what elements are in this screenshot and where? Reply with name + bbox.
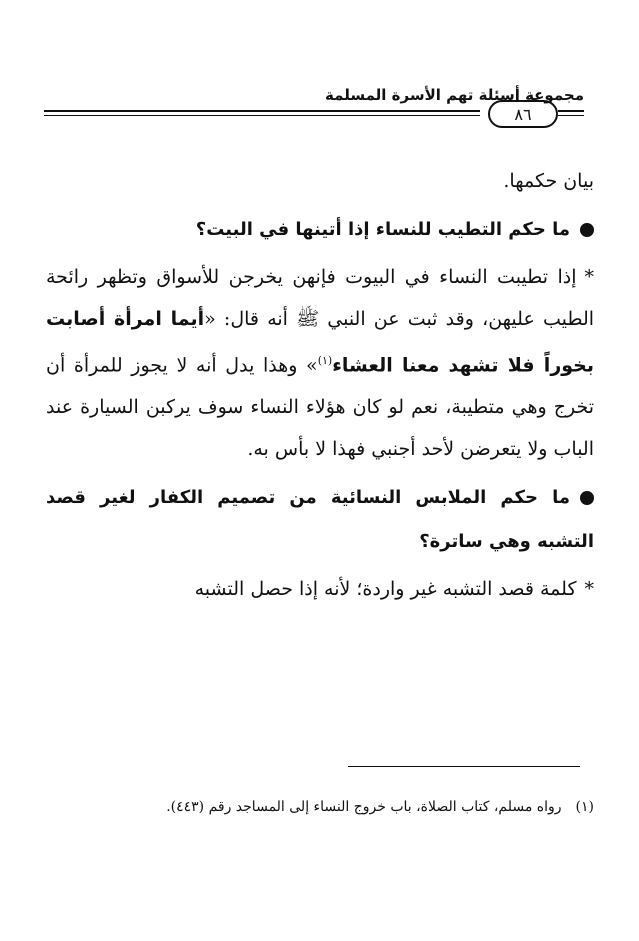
header-rule-thick (44, 110, 480, 112)
answer-1 (46, 256, 594, 470)
bullet-icon (580, 223, 594, 237)
asterisk-icon: * (584, 578, 594, 601)
footnote (46, 792, 594, 822)
question-2-text: ما حكم الملابس النسائية من تصميم الكفار لغير قصد التشبه وهي ساترة؟ (46, 487, 594, 553)
footnote-text: رواه مسلم، كتاب الصلاة، باب خروج النساء إلى المساجد رقم (٤٤٣). (166, 799, 562, 815)
footnote-separator (348, 766, 580, 767)
intro-text: بيان حكمها. (503, 170, 594, 192)
footnote-number: (١) (575, 799, 594, 815)
question-2 (46, 476, 594, 564)
answer-2-text: كلمة قصد التشبه غير واردة؛ لأنه إذا حصل التشبه (194, 578, 577, 601)
page-number: ٨٦ (488, 100, 558, 128)
header-rule-thin (44, 115, 480, 116)
header-rule-right-thin (558, 115, 584, 116)
question-1-text: ما حكم التطيب للنساء إذا أتينها في البيت؟ (195, 219, 570, 240)
hadith-quote: أيما امرأة أصابت بخوراً فلا تشهد معنا العشاء (46, 308, 594, 377)
answer-2 (46, 568, 594, 610)
asterisk-icon: * (584, 266, 594, 288)
question-1 (46, 208, 594, 252)
footnote-reference[interactable]: (١) (317, 354, 333, 367)
answer-1-text-start: إذا تطيبت النساء في البيوت فإنهن يخرجن للأسواق وتظهر رائحة الطيب عليهن، وقد ثبت عن النبي ﷺ أنه قال: « (46, 266, 595, 330)
answer-1-text-end: » وهذا يدل أنه لا يجوز للمرأة أن تخرج وهي متطيبة، نعم لو كان هؤلاء النساء سوف يركبن السيارة عند الباب ولا يتعرضن لأحد أجنبي فهذا لا بأس به. (46, 354, 594, 461)
header-rule-right-thick (558, 110, 584, 112)
book-title: مجموعة أسئلة تهم الأسرة المسلمة (325, 86, 584, 104)
bullet-icon (580, 491, 594, 505)
page-header (44, 82, 584, 132)
paragraph-intro (46, 160, 594, 202)
page-body (46, 160, 594, 610)
